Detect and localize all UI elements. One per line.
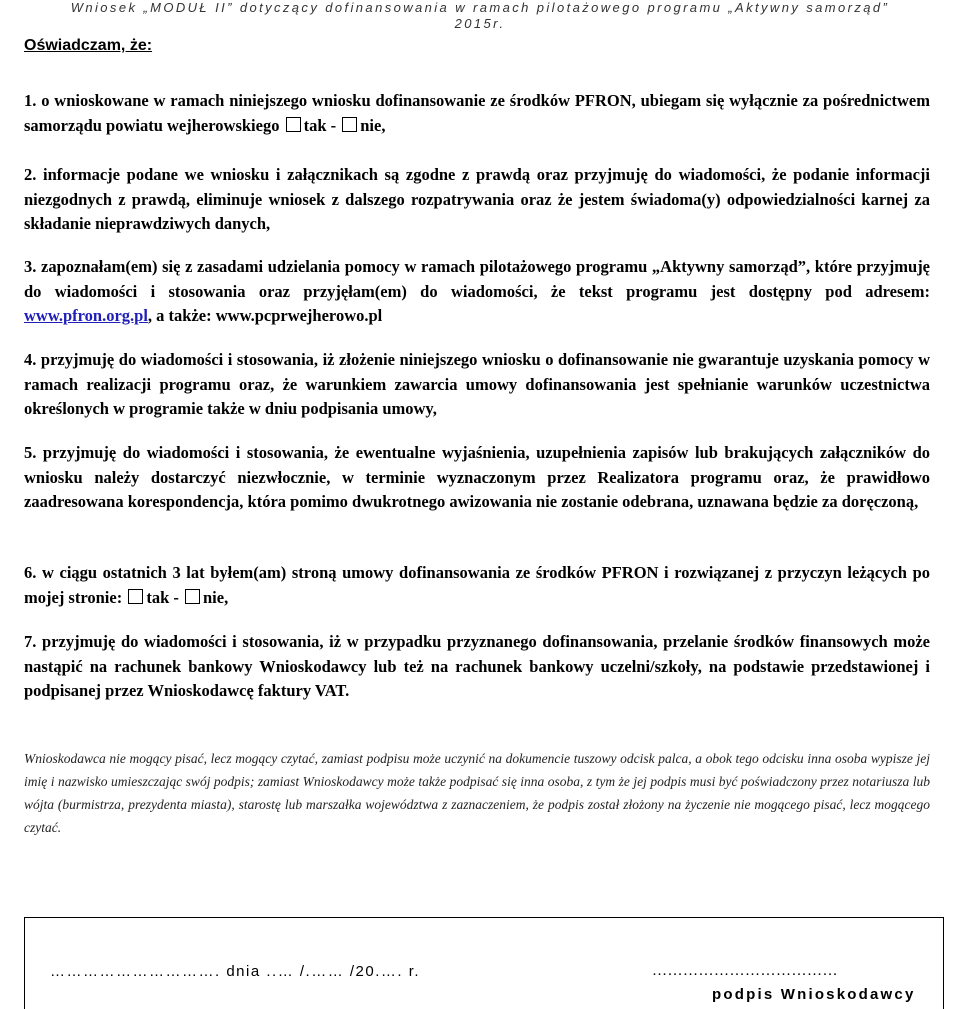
no-checkbox[interactable] [185,589,200,604]
signature-note: Wnioskodawca nie mogący pisać, lecz mogący czytać, zamiast podpisu może uczynić na dokumencie tuszowy odcisk palca, a obok tego odcisku inna osoba wypisze jej imię i nazwisko umieszczając swój podpis; zamiast Wnioskodawcy może także podpisać się inna osoba, z tym że jej podpis musi być poświadczony przez notariusza lub wójta (burmistrza, prezydenta miasta), starostę lub marszałka województwa z zaznaczeniem, że podpis został złożony na życzenie nie mogącego pisać, lecz mogącego czytać. [24,751,930,835]
signature-date-line[interactable]: …………………………. dnia ..… /.…… /20.…. r. [50,963,421,980]
statement-text: informacje podane we wniosku i załącznikach są zgodne z prawdą oraz przyjmuję do wiadomości, że podanie informacji niezgodnych z prawdą, eliminuje wniosek z dalszego rozpatrywania oraz że jestem świadoma(y) odpowiedzialności karnej za składanie nieprawdziwych danych, [24,165,930,233]
statement-text: o wnioskowane w ramach niniejszego wniosku dofinansowanie ze środków PFRON, ubiegam się wyłącznie za pośrednictwem samorządu powiatu wejherowskiego [24,91,930,135]
statement-text-tail: , a także: www.pcprwejherowo.pl [147,306,383,325]
pfron-link[interactable]: www.pfron.org.pl [24,306,148,325]
statement-3 [24,255,930,329]
no-label: nie, [360,115,386,135]
signature-line[interactable]: ……………………………… [652,963,838,979]
statement-5 [24,441,930,515]
yes-label: tak - [146,587,179,607]
no-label: nie, [203,587,229,607]
yes-checkbox[interactable] [286,117,301,132]
declaration-title: Oświadczam, że: [24,37,153,54]
header-line-1: Wniosek „MODUŁ II” dotyczący dofinansowania w ramach pilotażowego programu „Aktywny samorząd” [70,0,890,15]
no-checkbox[interactable] [342,117,357,132]
statement-7 [24,630,930,704]
statement-text: przyjmuję do wiadomości i stosowania, że ewentualne wyjaśnienia, uzupełnienia zapisów lub brakujących załączników do wniosku należy dostarczyć niezwłocznie, w terminie wyznaczonym przez Realizatora programu oraz, że prawidłowo zaadresowana korespondencja, która pomimo dwukrotnego awizowania nie zostanie odebrana, uznawana będzie za doręczoną, [24,443,931,511]
document-header [30,0,930,32]
statement-4 [24,348,930,422]
yes-checkbox[interactable] [128,589,143,604]
statement-number: 7. [24,632,37,651]
statement-number: 1. [24,91,37,110]
statement-1 [24,89,930,138]
statement-number: 4. [24,350,37,369]
statement-number: 3. [24,257,37,276]
statement-number: 5. [24,443,37,462]
statement-2 [24,163,930,237]
header-line-2: 2015r. [454,16,506,31]
signature-label: podpis Wnioskodawcy [712,986,916,1003]
statement-text: w ciągu ostatnich 3 lat byłem(am) stroną umowy dofinansowania ze środków PFRON i rozwiązanej z przyczyn leżących po mojej stronie: [24,563,930,607]
statement-number: 2. [24,165,37,184]
statement-6 [24,561,930,610]
statement-text: przyjmuję do wiadomości i stosowania, iż w przypadku przyznanego dofinansowania, przelanie środków finansowych może nastąpić na rachunek bankowy Wnioskodawcy lub też na rachunek bankowy uczelni/szkoły, na podstawie przedstawionej i podpisanej przez Wnioskodawcę faktury VAT. [24,632,930,700]
statement-text: zapoznałam(em) się z zasadami udzielania pomocy w ramach pilotażowego programu „Aktywny samorząd”, które przyjmuję do wiadomości i stosowania oraz przyjęłam(em) do wiadomości, że tekst programu jest dostępny pod adresem: [24,257,931,301]
statement-text: przyjmuję do wiadomości i stosowania, iż złożenie niniejszego wniosku o dofinansowanie nie gwarantuje uzyskania pomocy w ramach realizacji programu oraz, że warunkiem zawarcia umowy dofinansowania jest spełnianie warunków uczestnictwa określonych w programie także w dniu podpisania umowy, [24,350,930,418]
statement-number: 6. [24,563,37,582]
yes-label: tak - [303,115,337,135]
